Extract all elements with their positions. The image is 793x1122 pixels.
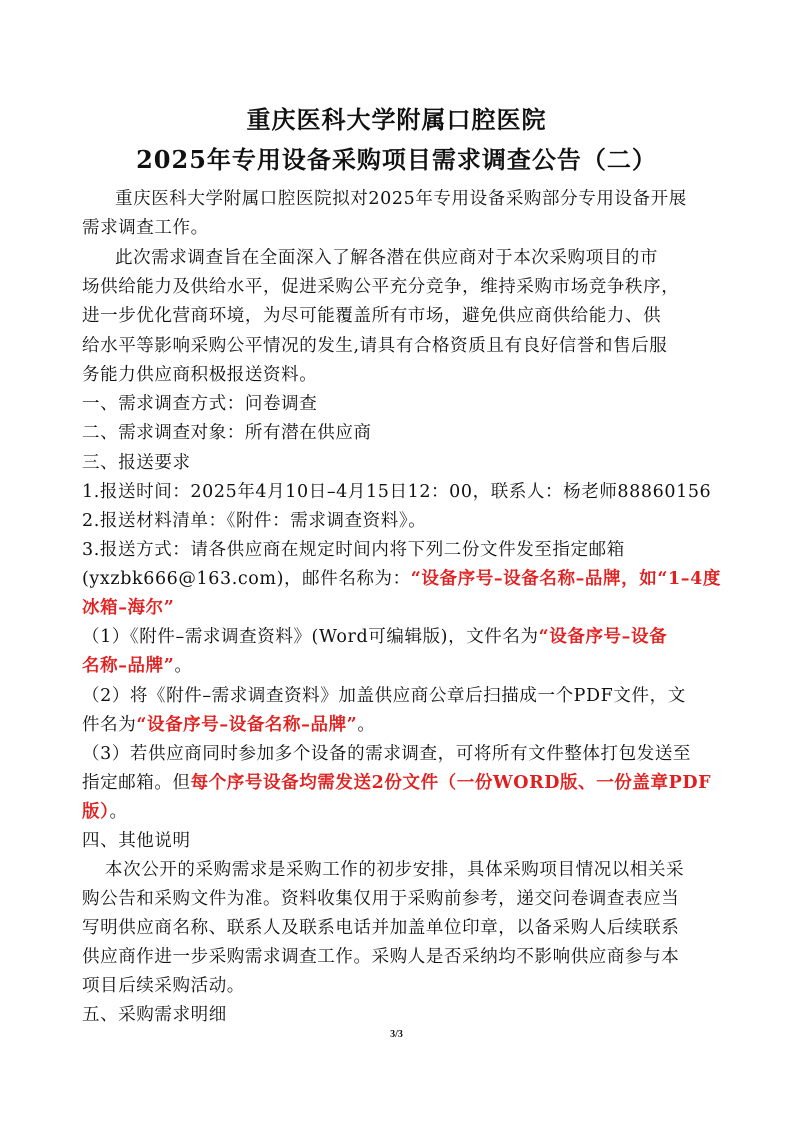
- other-line: 购公告和采购文件为准。资料收集仅用于采购前参考，递交问卷调查表应当: [82, 889, 680, 909]
- other-line: 本次公开的采购需求是采购工作的初步安排，具体采购项目情况以相关采: [105, 860, 685, 880]
- requirement-item: [82, 566, 721, 592]
- section-heading: 二、需求调查对象：所有潜在供应商: [82, 423, 372, 443]
- sub-item: （3）若供应商同时参加多个设备的需求调查，可将所有文件整体打包发送至: [82, 744, 692, 764]
- emphasis-text: 版）: [82, 802, 110, 822]
- sub-item-text: 。: [357, 715, 376, 735]
- purpose-line: 场供给能力及供给水平，促进采购公平充分竞争，维持采购市场竞争秩序，: [82, 277, 680, 297]
- sub-item: [82, 712, 712, 738]
- page-number: 3/3: [390, 1029, 403, 1040]
- emphasis-text: “设备序号–设备: [538, 627, 668, 647]
- purpose-line: 务能力供应商积极报送资料。: [82, 365, 318, 385]
- requirement-item: 3.报送方式：请各供应商在规定时间内将下列二份文件发至指定邮箱: [82, 540, 625, 560]
- emphasis-text: 冰箱–海尔”: [82, 598, 175, 618]
- requirement-item: [82, 595, 712, 621]
- requirement-item: 1.报送时间：2025年4月10日–4月15日12：00，联系人：杨老师88860156: [82, 482, 712, 502]
- emphasis-text: “设备序号–设备名称–品牌”: [136, 715, 358, 735]
- section-heading: 五、采购需求明细: [82, 1005, 227, 1025]
- other-line: 供应商作进一步采购需求调查工作。采购人是否采纳均不影响供应商参与本: [82, 947, 680, 967]
- section-heading: 四、其他说明: [82, 831, 191, 851]
- intro-line: 重庆医科大学附属口腔医院拟对2025年专用设备采购部分专用设备开展: [115, 189, 687, 209]
- emphasis-text: 每个序号设备均需发送2份文件（一份WORD版、一份盖章PDF: [190, 773, 712, 793]
- sub-item-text: 指定邮箱。但: [82, 773, 191, 793]
- document-title-line1: 重庆医科大学附属口腔医院: [246, 105, 547, 134]
- requirement-item: 2.报送材料清单：《附件：需求调查资料》。: [82, 511, 427, 531]
- emphasis-text: 名称–品牌”: [82, 656, 175, 676]
- sub-item: [82, 799, 712, 825]
- section-heading: 一、需求调查方式：问卷调查: [82, 394, 318, 414]
- document-title-line2: 2025年专用设备采购项目需求调查公告（二）: [136, 145, 657, 174]
- sub-item-text: 件名为: [82, 715, 137, 735]
- purpose-line: 此次需求调查旨在全面深入了解各潜在供应商对于本次采购项目的市: [115, 248, 658, 268]
- other-line: 项目后续采购活动。: [82, 976, 245, 996]
- sub-item-text: （1）《附件–需求调查资料》(Word可编辑版)，文件名为: [82, 627, 539, 647]
- sub-item-text: 。: [174, 656, 193, 676]
- emphasis-text: “设备序号–设备名称–品牌，如“1–4度: [410, 569, 721, 589]
- email-address-text: (yxzbk666@163.com)，邮件名称为：: [82, 569, 411, 589]
- sub-item-text: 。: [109, 802, 128, 822]
- sub-item: [82, 653, 712, 679]
- other-line: 写明供应商名称、联系人及联系电话并加盖单位印章，以备采购人后续联系: [82, 918, 680, 938]
- section-heading: 三、报送要求: [82, 453, 191, 473]
- sub-item: [82, 770, 712, 796]
- sub-item: （2）将《附件–需求调查资料》加盖供应商公章后扫描成一个PDF文件，文: [82, 686, 686, 706]
- purpose-line: 进一步优化营商环境，为尽可能覆盖所有市场，避免供应商供给能力、供: [82, 306, 662, 326]
- purpose-line: 给水平等影响采购公平情况的发生,请具有合格资质且有良好信誉和售后服: [82, 336, 668, 356]
- intro-line: 需求调查工作。: [82, 218, 209, 238]
- sub-item: [82, 624, 712, 650]
